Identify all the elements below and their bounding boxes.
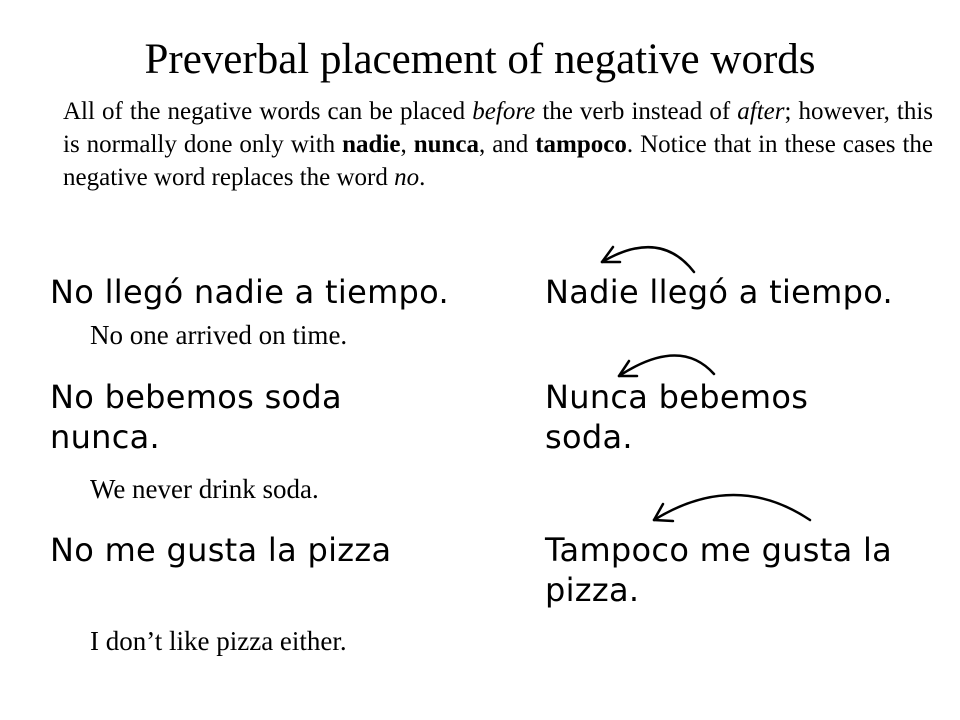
intro-segment: nadie <box>342 131 401 158</box>
intro-segment: the verb instead of <box>535 98 738 125</box>
example-1-preverbal: Nadie llegó a tiempo. <box>545 273 894 311</box>
intro-segment: no <box>394 164 420 191</box>
example-3-translation: I don’t like pizza either. <box>90 626 347 656</box>
example-3-original: No me gusta la pizza <box>50 531 392 569</box>
intro-segment: . <box>419 164 426 191</box>
intro-segment: All of the negative words can be placed <box>63 98 473 125</box>
intro-segment: after <box>737 98 785 125</box>
example-3-preverbal: Tampoco me gusta la pizza. <box>545 531 893 609</box>
curved-arrow-2-icon <box>619 355 714 376</box>
example-2-preverbal: Nunca bebemos soda. <box>545 378 809 456</box>
example-1-original: No llegó nadie a tiempo. <box>50 273 449 311</box>
example-1-translation: No one arrived on time. <box>90 320 348 350</box>
slide-title: Preverbal placement of negative words <box>144 36 816 83</box>
example-2-translation: We never drink soda. <box>90 474 319 504</box>
intro-segment: ; however, this is normally done only with <box>63 98 934 158</box>
intro-segment: tampoco <box>535 131 627 158</box>
intro-segment: , <box>400 131 414 158</box>
intro-segment: , and <box>479 131 536 158</box>
intro-segment: before <box>472 98 536 125</box>
curved-arrow-1-icon <box>602 247 694 272</box>
intro-paragraph <box>63 95 933 194</box>
intro-segment: . Notice that in these cases the negative word replaces the word <box>63 131 934 191</box>
curved-arrow-3-icon <box>654 495 810 521</box>
intro-segment: nunca <box>413 131 479 158</box>
example-2-original: No bebemos soda nunca. <box>50 378 342 456</box>
